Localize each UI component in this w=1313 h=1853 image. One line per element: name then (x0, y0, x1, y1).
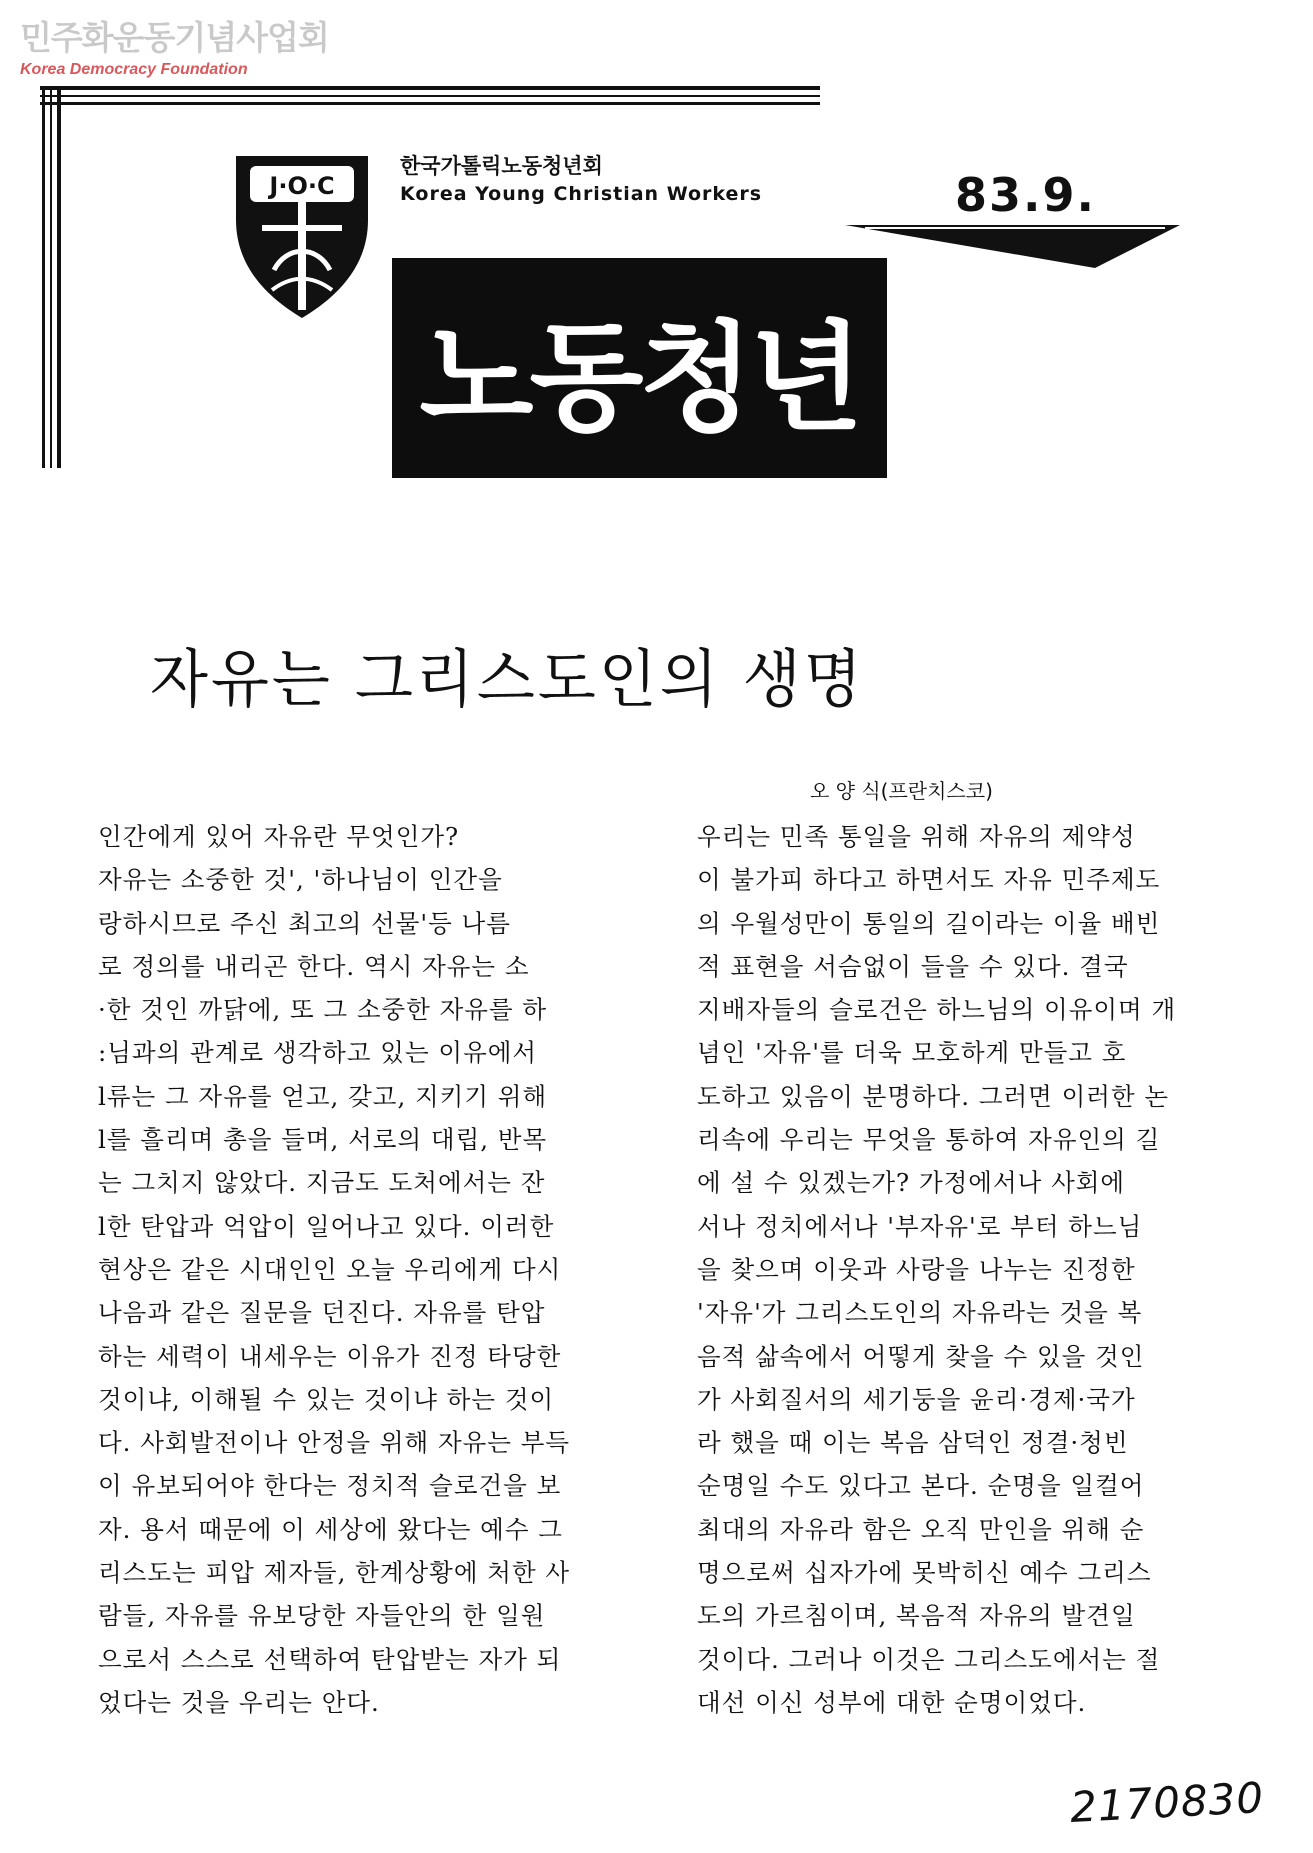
text-line: 음적 삶속에서 어떻게 찾을 수 있을 것인 (697, 1341, 1145, 1371)
text-line: 도하고 있음이 분명하다. 그러면 이러한 논 (697, 1081, 1170, 1111)
text-line: l류는 그 자유를 얻고, 갖고, 지키기 위해 (98, 1081, 548, 1111)
organization-korean-name: 한국가톨릭노동청년회 (400, 154, 603, 178)
watermark (20, 18, 329, 80)
article-author: 오 양 식(프란치스코) (810, 779, 993, 803)
text-line: 도의 가르침이며, 복음적 자유의 발견일 (697, 1601, 1136, 1631)
text-line: 으로서 스스로 선택하여 탄압받는 자가 되 (98, 1644, 562, 1674)
text-line: 하는 세력이 내세우는 이유가 진정 타당한 (98, 1341, 562, 1371)
text-line: 나음과 같은 질문을 던진다. 자유를 탄압 (98, 1298, 546, 1328)
text-line: 는 그치지 않았다. 지금도 도처에서는 잔 (98, 1168, 546, 1198)
right-text-column (697, 815, 1197, 1724)
joc-shield-logo (232, 150, 372, 320)
arrow-pointer-graphic (845, 220, 1185, 270)
text-line: 이 불가피 하다고 하면서도 자유 민주제도 (697, 865, 1161, 895)
text-line: 서나 정치에서나 '부자유'로 부터 하느님 (697, 1211, 1143, 1241)
text-line: 의 우월성만이 통일의 길이라는 이율 배빈 (697, 908, 1161, 938)
text-line: 람들, 자유를 유보당한 자들안의 한 일원 (98, 1601, 546, 1631)
text-line: l한 탄압과 억압이 일어나고 있다. 이러한 (98, 1211, 555, 1241)
text-line: 자. 용서 때문에 이 세상에 왔다는 예수 그 (98, 1514, 563, 1544)
text-line: 우리는 민족 통일을 위해 자유의 제약성 (697, 822, 1136, 851)
logo-text: J·O·C (269, 172, 335, 200)
left-rule-3 (57, 88, 61, 468)
top-rule-2 (40, 95, 820, 97)
text-line: 순명일 수도 있다고 본다. 순명을 일컬어 (697, 1471, 1145, 1501)
text-line: 로 정의를 내리곤 한다. 역시 자유는 소 (98, 951, 530, 981)
watermark-english: Korea Democracy Foundation (20, 61, 248, 78)
text-line: 가 사회질서의 세기둥을 윤리·경제·국가 (697, 1384, 1136, 1414)
issue-date: 83.9. (955, 168, 1096, 222)
text-line: 적 표현을 서슴없이 들을 수 있다. 결국 (697, 951, 1129, 981)
text-line: 에 설 수 있겠는가? 가정에서나 사회에 (697, 1168, 1126, 1198)
text-line: 명으로써 십자가에 못박히신 예수 그리스 (697, 1558, 1152, 1588)
text-line: ·한 것인 까닭에, 또 그 소중한 자유를 하 (98, 995, 548, 1025)
left-rule-1 (42, 88, 45, 468)
text-line: 최대의 자유라 함은 오직 만인을 위해 순 (697, 1514, 1145, 1544)
text-line: '자유'가 그리스도인의 자유라는 것을 복 (697, 1298, 1143, 1328)
organization-english-name: Korea Young Christian Workers (400, 183, 763, 205)
text-line: 이 유보되어야 한다는 정치적 슬로건을 보 (98, 1471, 562, 1501)
text-line: 지배자들의 슬로건은 하느님의 이유이며 개 (697, 995, 1177, 1025)
handwritten-catalog-number: 2170830 (1068, 1772, 1266, 1833)
masthead-title: 노동청년 (392, 258, 887, 478)
text-line: 념인 '자유'를 더욱 모호하게 만들고 호 (697, 1038, 1127, 1068)
top-rule-3 (40, 102, 820, 105)
text-line: 자유는 소중한 것', '하나님이 인간을 (98, 865, 503, 895)
watermark-korean: 민주화운동기념사업회 (20, 18, 329, 57)
text-line: 현상은 같은 시대인인 오늘 우리에게 다시 (98, 1254, 562, 1284)
text-line: 대선 이신 성부에 대한 순명이었다. (697, 1687, 1087, 1717)
text-line: :님과의 관계로 생각하고 있는 이유에서 (98, 1038, 538, 1068)
text-line: 것이냐, 이해될 수 있는 것이냐 하는 것이 (98, 1384, 555, 1414)
text-line: 랑하시므로 주신 최고의 선물'등 나름 (98, 908, 511, 938)
top-rule-1 (40, 86, 820, 90)
text-line: 었다는 것을 우리는 안다. (98, 1687, 380, 1717)
text-line: 라 했을 때 이는 복음 삼덕인 정결·청빈 (697, 1428, 1129, 1458)
text-line: 것이다. 그러나 이것은 그리스도에서는 절 (697, 1644, 1161, 1674)
article-title: 자유는 그리스도인의 생명 (150, 643, 865, 717)
text-line: 리속에 우리는 무엇을 통하여 자유인의 길 (697, 1125, 1161, 1155)
text-line: 다. 사회발전이나 안정을 위해 자유는 부득 (98, 1428, 571, 1458)
text-line: 인간에게 있어 자유란 무엇인가? (98, 822, 460, 851)
left-rule-2 (50, 88, 52, 468)
text-line: 리스도는 피압 제자들, 한계상황에 처한 사 (98, 1558, 571, 1588)
left-text-column (98, 815, 598, 1724)
text-line: l를 흘리며 총을 들며, 서로의 대립, 반목 (98, 1125, 548, 1155)
text-line: 을 찾으며 이웃과 사랑을 나누는 진정한 (697, 1254, 1136, 1284)
